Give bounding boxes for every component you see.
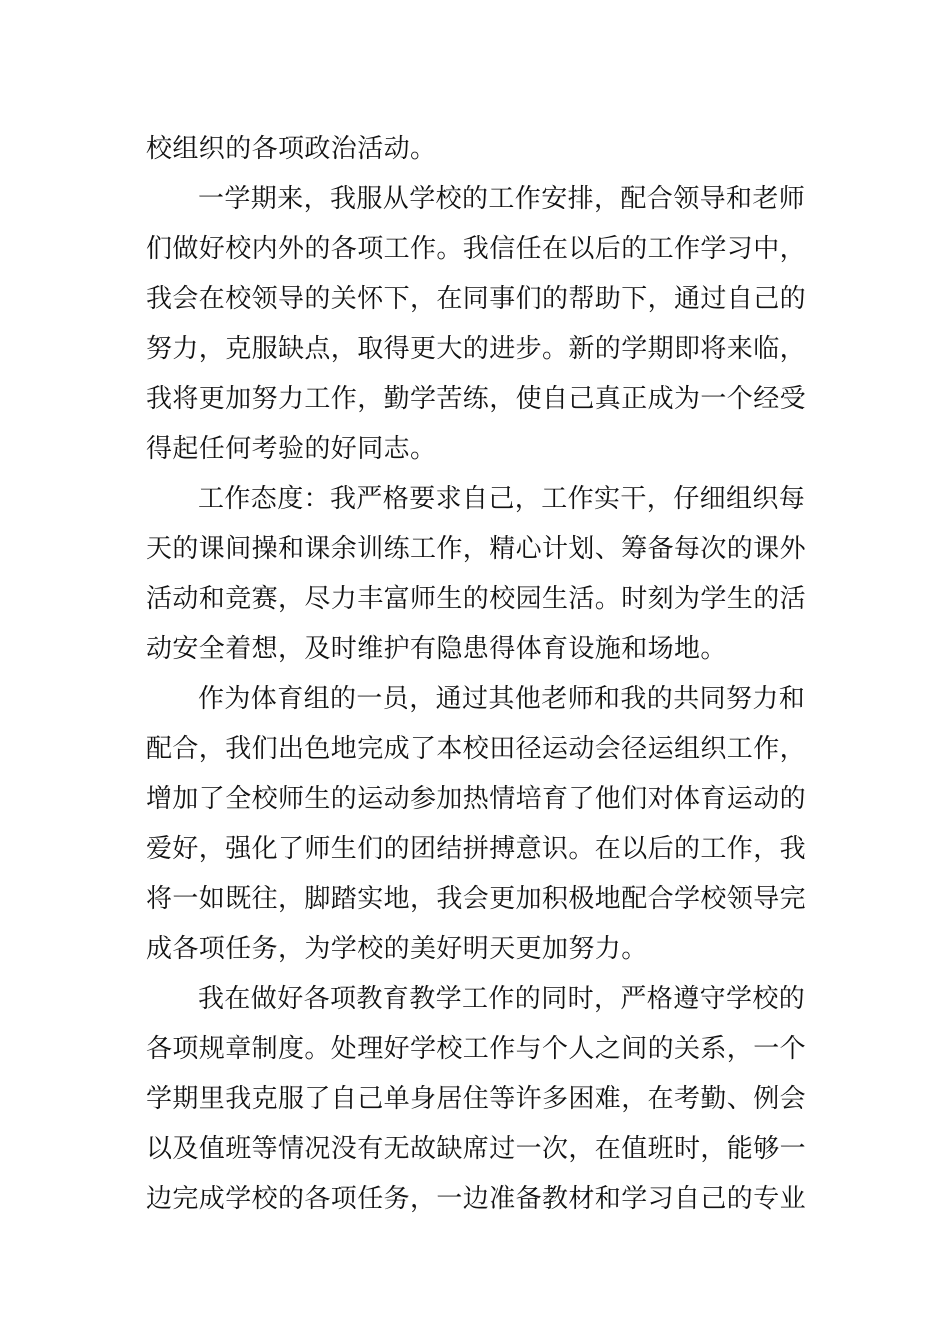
text-line: 成各项任务，为学校的美好明天更加努力。 (146, 934, 648, 964)
text-line: 天的课间操和课余训练工作，精心计划、筹备每次的课外 (146, 534, 807, 564)
text-line: 我将更加努力工作，勤学苦练，使自己真正成为一个经受 (146, 384, 807, 414)
text-line: 动安全着想，及时维护有隐患得体育设施和场地。 (146, 634, 727, 664)
text-line: 将一如既往，脚踏实地，我会更加积极地配合学校领导完 (146, 884, 807, 914)
paragraph-first-line: 工作态度：我严格要求自己，工作实干，仔细组织每 (198, 484, 806, 514)
text-line: 得起任何考验的好同志。 (146, 434, 437, 464)
text-line: 学期里我克服了自己单身居住等许多困难，在考勤、例会 (146, 1084, 807, 1114)
text-line: 努力，克服缺点，取得更大的进步。新的学期即将来临， (146, 334, 807, 364)
text-line: 以及值班等情况没有无故缺席过一次，在值班时，能够一 (146, 1134, 807, 1164)
document-body (146, 124, 808, 1224)
text-line: 们做好校内外的各项工作。我信任在以后的工作学习中， (146, 234, 807, 264)
paragraph-first-line: 我在做好各项教育教学工作的同时，严格遵守学校的 (198, 984, 806, 1014)
text-line: 边完成学校的各项任务，一边准备教材和学习自己的专业 (146, 1184, 807, 1214)
paragraph-first-line: 作为体育组的一员，通过其他老师和我的共同努力和 (198, 684, 806, 714)
text-line: 配合，我们出色地完成了本校田径运动会径运组织工作， (146, 734, 807, 764)
text-line: 活动和竞赛，尽力丰富师生的校园生活。时刻为学生的活 (146, 584, 807, 614)
text-line: 增加了全校师生的运动参加热情培育了他们对体育运动的 (146, 784, 807, 814)
text-line: 各项规章制度。处理好学校工作与个人之间的关系，一个 (146, 1034, 807, 1064)
text-line: 校组织的各项政治活动。 (146, 134, 437, 164)
text-line: 爱好，强化了师生们的团结拼搏意识。在以后的工作，我 (146, 834, 807, 864)
paragraph-first-line: 一学期来，我服从学校的工作安排，配合领导和老师 (198, 184, 806, 214)
text-line: 我会在校领导的关怀下，在同事们的帮助下，通过自己的 (146, 284, 807, 314)
